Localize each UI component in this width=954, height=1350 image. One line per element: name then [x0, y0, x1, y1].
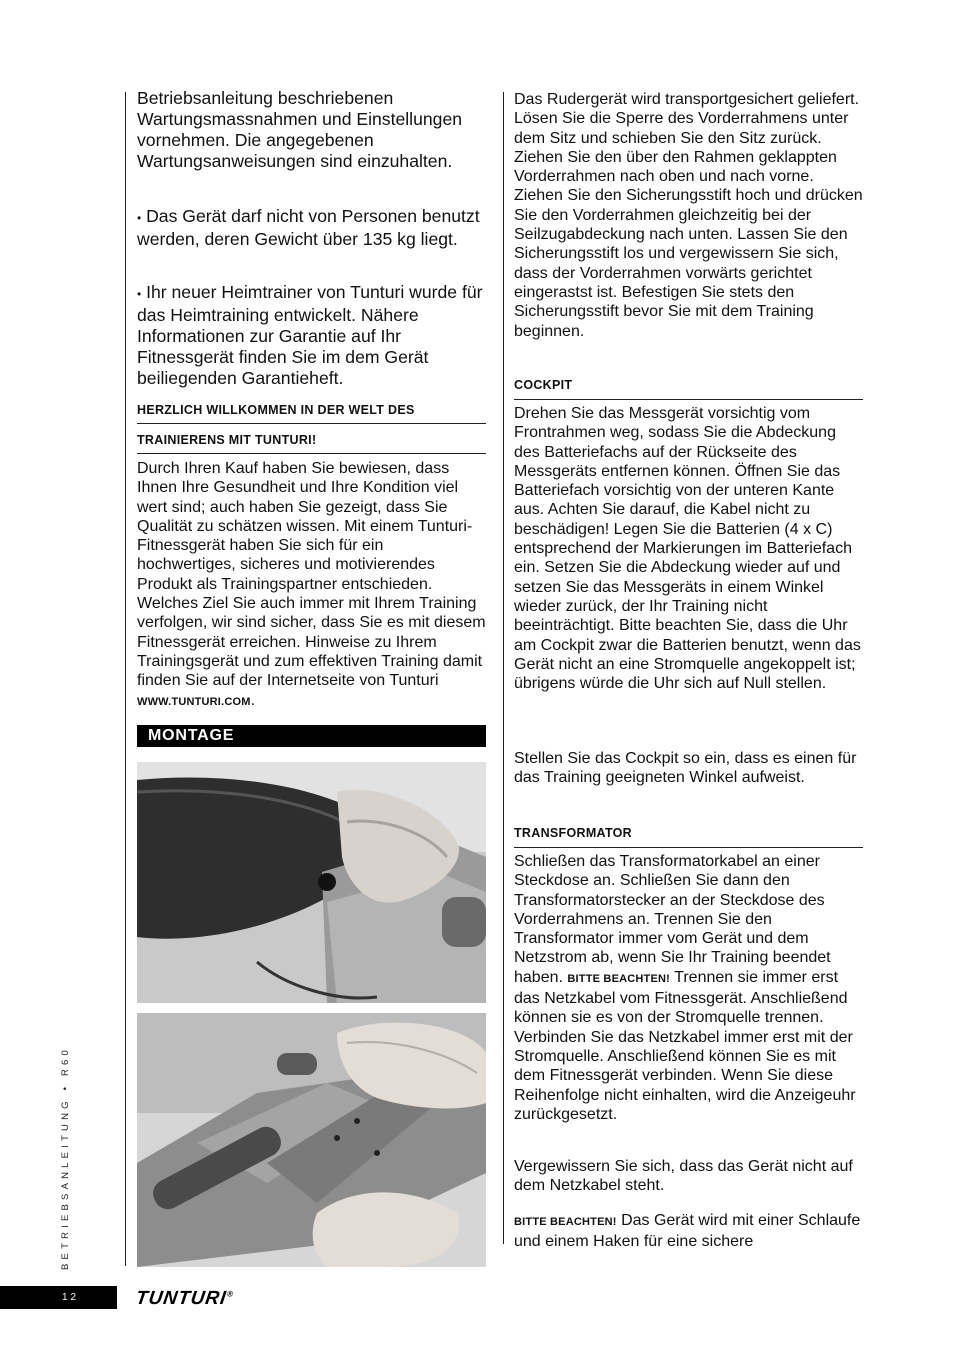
bullet: •	[137, 287, 142, 301]
website-link[interactable]: WWW.TUNTURI.COM	[137, 695, 251, 708]
weight-limit-text: Das Gerät darf nicht von Personen benutzt werden, deren Gewicht über 135 kg liegt.	[137, 206, 480, 249]
assembly-photo-front-frame	[137, 1013, 486, 1267]
transport-paragraph: Das Rudergerät wird transportgesichert geliefert. Lösen Sie die Sperre des Vorderrahmens unter dem Sitz und schieben Sie den Sitz zurück. Ziehen Sie den über den Rahmen geklappten Vorderrahmen nach oben und nach vorne. Ziehen Sie den Sicherungsstift hoch und drücken Sie den Vorderrahmen gleichzeitig bei der Seilzugabdeckung nach unten. Lassen Sie den Sicherungsstift los und vergewissern Sie sich, dass der Vorderrahmen vorwärts gerichtet eingerastst ist. Befestigen Sie stets den Sicherungsstift bevor Sie mit dem Training beginnen.	[514, 91, 863, 340]
transformer-text-b: Trennen sie immer erst das Netzkabel vom Fitnessgerät. Anschließend können sie es von der Stromquelle trennen. Verbinden Sie das Netzkabel immer erst mit der Stromquelle. Anschließend können Sie es mit dem Fitnessgerät verbinden. Wenn Sie diese Reihenfolge nicht einhalten, wird die Anzeigeuhr zurückgesetzt.	[514, 968, 856, 1123]
right-column-rule	[503, 92, 504, 1244]
assembly-photo-seat	[137, 762, 486, 1003]
logo-text: TUNTURI	[134, 1288, 228, 1309]
power-cable-paragraph: Vergewissern Sie sich, dass das Gerät nicht auf dem Netzkabel steht.	[514, 1158, 853, 1195]
montage-section-bar	[137, 725, 486, 747]
intro-paragraph: Betriebsanleitung beschriebenen Wartungsmassnahmen und Einstellungen vornehmen. Die angegebenen Wartungsanweisungen sind einzuhalten.	[137, 88, 463, 171]
welcome-text: Durch Ihren Kauf haben Sie bewiesen, dass Ihnen Ihre Gesundheit und Ihre Kondition viel wert sind; auch haben Sie gezeigt, dass Sie Qualität zu schätzen wissen. Mit einem Tunturi-Fitnessgerät haben Sie sich für ein hochwertiges, sicheres und motivierendes Produkt als Trainingspartner entschieden. Welches Ziel Sie auch immer mit Ihrem Training verfolgen, wir sind sicher, dass Sie es mit diesem Fitnessgerät erreichen. Hinweise zu Ihrem Trainingsgerät und zum effektiven Training damit finden Sie auf der Internetseite von Tunturi	[137, 460, 486, 690]
front-frame-illustration	[137, 1013, 486, 1267]
seat-release-illustration	[137, 762, 486, 1003]
weight-limit-paragraph	[137, 206, 486, 250]
welcome-heading-line2: TRAINIERENS MIT TUNTURI!	[137, 433, 486, 454]
page-number: 12	[62, 1292, 80, 1303]
cockpit-paragraph: Drehen Sie das Messgerät vorsichtig vom Frontrahmen weg, sodass Sie die Abdeckung des Batteriefachs auf der Rückseite des Messgeräts entfernen können. Öffnen Sie das Batteriefach vorsichtig von der unteren Kante aus. Achten Sie darauf, die Kabel nicht zu beschädigen! Legen Sie die Batterien (4 x C) entsprechend der Markierungen im Batteriefach ein. Setzen Sie die Abdeckung wieder auf und setzen Sie das Messgeräts in einem Winkel wieder zurück, der Ihr Training nicht beeinträchtigt. Bitte beachten Sie, dass die Uhr am Cockpit zwar die Batterien benutzt, wenn das Gerät nicht an eine Stromquelle angekoppelt ist; übrigens würde die Uhr sich auf Null stellen.	[514, 405, 861, 693]
side-running-title: BETRIEBSANLEITUNG • R60	[60, 1046, 71, 1270]
cockpit-heading: COCKPIT	[514, 378, 863, 400]
left-column-rule	[125, 92, 126, 1266]
period: .	[250, 691, 256, 709]
note-label: BITTE BEACHTEN!	[567, 972, 670, 985]
transformer-heading: TRANSFORMATOR	[514, 826, 863, 848]
bullet: •	[137, 211, 142, 225]
tunturi-logo	[134, 1288, 234, 1310]
transformer-text-a: Schließen das Transformatorkabel an einer Steckdose an. Schließen Sie dann den Transformatorstecker an der Steckdose des Vorderrahmens an. Trennen Sie den Transformator immer vom Gerät und dem Netzstrom ab, wenn Sie Ihr Training beendet haben.	[514, 853, 831, 986]
page-number-box	[0, 1286, 117, 1309]
home-trainer-text: Ihr neuer Heimtrainer von Tunturi wurde für das Heimtraining entwickelt. Nähere Informationen zur Garantie auf Ihr Fitnessgerät finden Sie im dem Gerät beiliegenden Garantieheft.	[137, 282, 483, 388]
welcome-paragraph	[137, 459, 486, 712]
note-label-2: BITTE BEACHTEN!	[514, 1216, 617, 1228]
montage-heading: MONTAGE	[148, 727, 235, 744]
home-trainer-paragraph	[137, 282, 486, 389]
registered-mark: ®	[226, 1289, 235, 1299]
cockpit-angle-paragraph: Stellen Sie das Cockpit so ein, dass es einen für das Training geeigneten Winkel aufweist.	[514, 750, 857, 787]
loop-hook-text: Das Gerät wird mit einer Schlaufe und einem Haken für eine sichere	[514, 1212, 861, 1251]
transformer-paragraph	[514, 852, 863, 1124]
welcome-heading-line1: HERZLICH WILLKOMMEN IN DER WELT DES	[137, 403, 486, 424]
loop-hook-paragraph	[514, 1211, 863, 1252]
